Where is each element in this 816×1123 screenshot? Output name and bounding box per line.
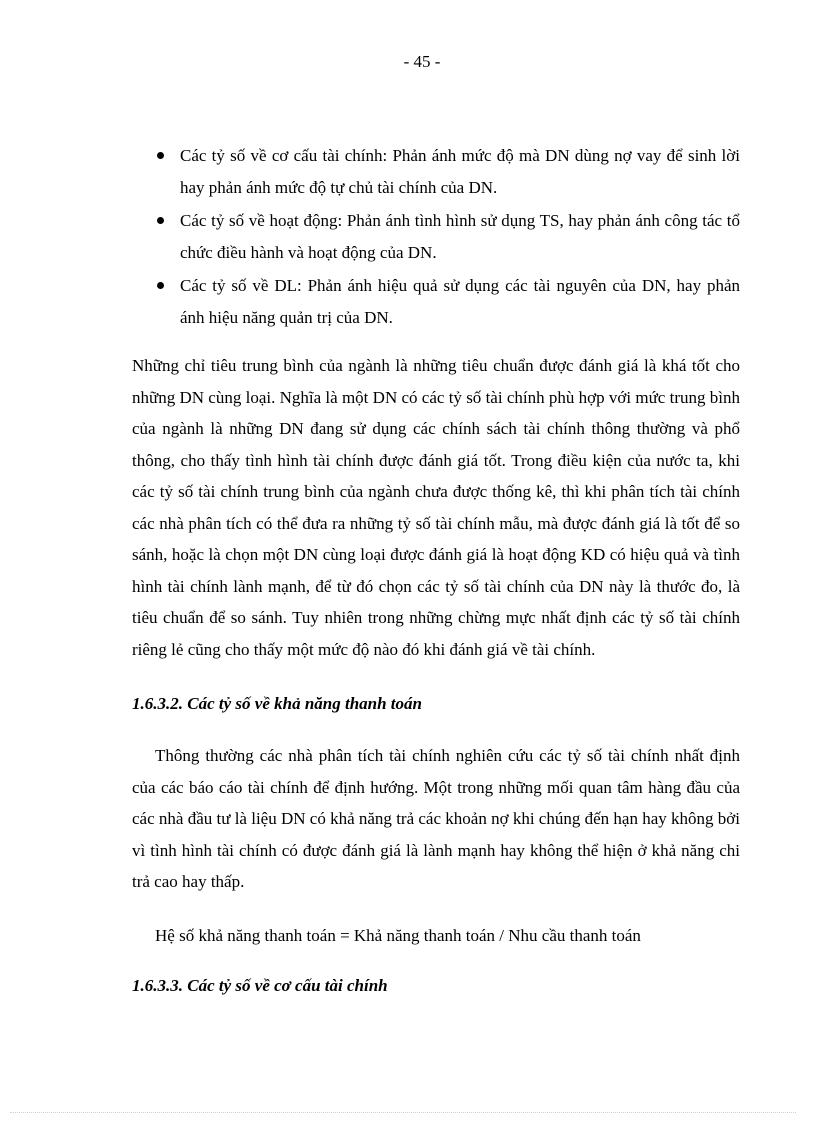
list-item <box>155 270 740 334</box>
page-bottom-divider <box>10 1112 796 1113</box>
bullet-text: Các tỷ số về hoạt động: Phản ánh tình hình sử dụng TS, hay phản ánh công tác tổ chức điều hành và hoạt động của DN. <box>180 211 740 262</box>
bullet-icon <box>157 217 164 224</box>
bullet-icon <box>157 152 164 159</box>
paragraph-liquidity: Thông thường các nhà phân tích tài chính nghiên cứu các tỷ số tài chính nhất định của các báo cáo tài chính để định hướng. Một trong những mối quan tâm hàng đầu của các nhà đầu tư là liệu DN có khả năng trả các khoản nợ khi chúng đến hạn hay không bởi vì tình hình tài chính có được đánh giá là lành mạnh hay không thể hiện ở khả năng chi trả cao hay thấp. <box>132 746 740 891</box>
section-heading-capital-structure: 1.6.3.3. Các tỷ số về cơ cấu tài chính <box>132 976 388 995</box>
list-item <box>155 205 740 269</box>
page-number: - 45 - <box>403 52 441 71</box>
bullet-text: Các tỷ số về cơ cấu tài chính: Phản ánh mức độ mà DN dùng nợ vay để sinh lời hay phản ánh mức độ tự chủ tài chính của DN. <box>180 146 740 197</box>
bullet-text: Các tỷ số về DL: Phản ánh hiệu quả sử dụng các tài nguyên của DN, hay phản ánh hiệu năng quản trị của DN. <box>180 276 740 327</box>
section-heading-liquidity-ratios: 1.6.3.2. Các tỷ số về khả năng thanh toán <box>132 694 422 713</box>
formula-liquidity-ratio: Hệ số khả năng thanh toán = Khả năng thanh toán / Nhu cầu thanh toán <box>155 926 641 945</box>
list-item <box>155 140 740 204</box>
bullet-icon <box>157 282 164 289</box>
bullet-list <box>155 140 740 335</box>
paragraph-industry-averages: Những chỉ tiêu trung bình của ngành là những tiêu chuẩn được đánh giá là khá tốt cho những DN cùng loại. Nghĩa là một DN có các tỷ số tài chính phù hợp với mức trung bình của ngành là những DN đang sử dụng các chính sách tài chính thông thường và phổ thông, cho thấy tình hình tài chính được đánh giá tốt. Trong điều kiện của nước ta, khi các tỷ số tài chính trung bình của ngành chưa được thống kê, thì khi phân tích tài chính các nhà phân tích có thể đưa ra những tỷ số tài chính mẫu, mà được đánh giá là tốt để so sánh, hoặc là chọn một DN cùng loại được đánh giá là hoạt động KD có hiệu quả và tình hình tài chính lành mạnh, để từ đó chọn các tỷ số tài chính của DN này là thước đo, là tiêu chuẩn để so sánh. Tuy nhiên trong những chừng mực nhất định các tỷ số tài chính riêng lẻ cũng cho thấy một mức độ nào đó khi đánh giá về tài chính. <box>132 356 740 659</box>
